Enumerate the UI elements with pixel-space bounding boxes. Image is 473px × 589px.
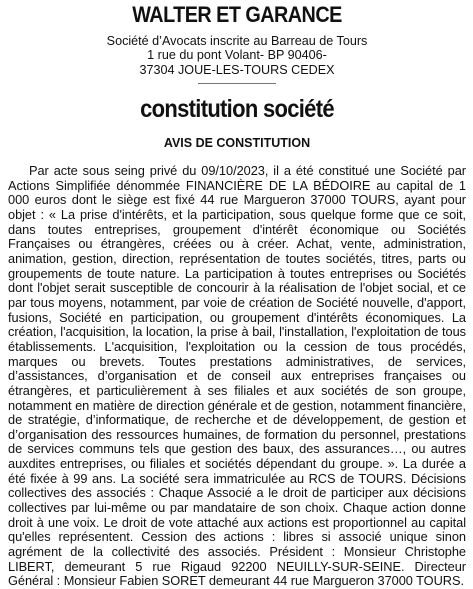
firm-name: WALTER ET GARANCE — [132, 2, 342, 27]
notice-type-heading: AVIS DE CONSTITUTION — [163, 136, 311, 150]
firm-address-street: 1 rue du pont Volant- BP 90406- — [147, 48, 327, 62]
notice-body-text: Par acte sous seing privé du 09/10/2023, il a été constitué une Société par Actions Simplifiée dénommée FINANCIÈRE DE LA BÉDOIRE au capital de 1 000 euros dont le siège est fixé 44 rue Margueron 37000 TOURS, ayant pour objet : « La prise d'intérêts, et la participation, sous quelque forme que ce soit, dans toutes entreprises, groupement d'intérêt économique ou Sociétés Françaises ou étrangères, créées ou à créer. Achat, vente, administration, animation, gestion, direction, représentation de toutes sociétés, titres, parts ou groupements de toute nature. La participation à toutes entreprises ou Sociétés dont l'objet serait susceptible de concourir à la réalisation de l'objet social, et ce par tous moyens, notamment, par voie de création de Société nouvelle, d'apport, fusions, Société en participation, ou groupement d'intérêts économiques. La création, l'acquisition, la location, la prise à bail, l'installation, l'exploitation de tous établissements. L'acquisition, l'exploitation ou la cession de tous procédés, marques ou brevets. Toutes prestations administratives, de services, d’assistances, d’organisation et de conseil aux entreprises françaises ou étrangères, et particulièrement à ses filiales et aux sociétés de son groupe, notamment en matière de direction générale et de gestion, notamment financière, de stratégie, d’informatique, de recherche et de développement, de gestion et d’organisation des ressources humaines, de formation du personnel, prestations de services communs tels que gestion des baux, des assurances…, ou autres auxdites entreprises, ou filiales et sociétés dépendant du groupe. ». La durée a été fixée à 99 ans. La société sera immatriculée au RCS de TOURS. Décisions collectives des associés : Chaque Associé a le droit de participer aux décisions collectives par lui-même ou par mandataire de son choix. Chaque action donne droit à une voix. Le droit de vote attaché aux actions est proportionnel au capital qu'elles représentent. Cession des actions : libres si associé unique sinon agrément de la collectivité des associés. Président : Monsieur Christophe LIBERT, demeurant 5 rue Rigaud 92200 NEUILLY-SUR-SEINE. Directeur Général : Monsieur Fabien SORET demeurant 44 rue Margueron 37000 TOURS. — [8, 163, 466, 589]
firm-description: Société d’Avocats inscrite au Barreau de Tours — [106, 34, 368, 48]
section-divider — [198, 83, 276, 84]
legal-notice — [8, 0, 466, 589]
category-title: constitution société — [140, 95, 334, 123]
firm-address-city: 37304 JOUE-LES-TOURS CEDEX — [139, 63, 335, 77]
